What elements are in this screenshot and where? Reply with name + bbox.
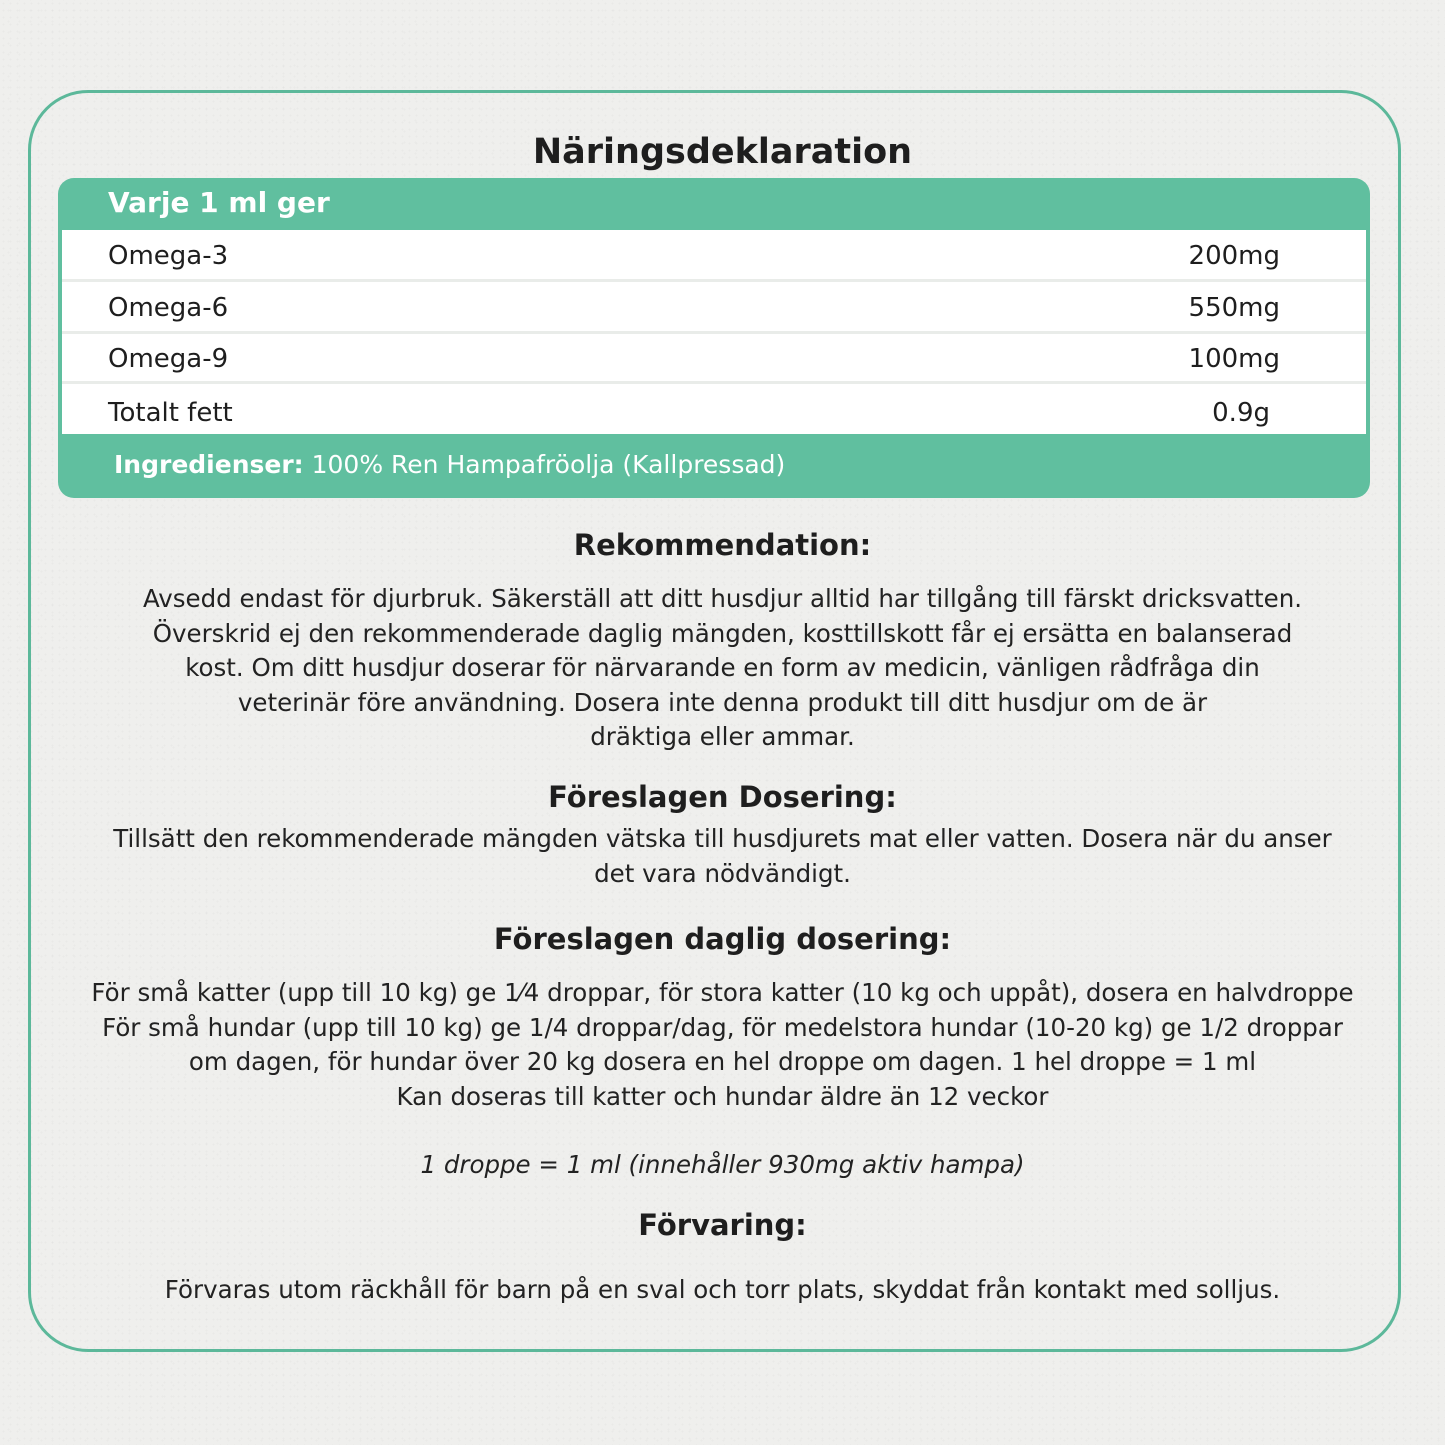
nutrient-name: Omega-9 bbox=[108, 344, 229, 374]
text-line: kost. Om ditt husdjur doserar för närvarande en form av medicin, vänligen rådfråga din bbox=[185, 653, 1260, 682]
table-row bbox=[62, 334, 1366, 384]
storage-text bbox=[60, 1273, 1385, 1308]
text-line: Tillsätt den rekommenderade mängden vätska till husdjurets mat eller vatten. Dosera när du anser bbox=[113, 824, 1332, 853]
daily-dosage-heading: Föreslagen daglig dosering: bbox=[493, 922, 952, 956]
ingredients-line bbox=[114, 450, 785, 479]
dosage-note bbox=[60, 1148, 1385, 1183]
table-row bbox=[62, 230, 1366, 282]
text-line: För små katter (upp till 10 kg) ge 1⁄4 droppar, för stora katter (10 kg och uppåt), dosera en halvdroppe bbox=[91, 978, 1354, 1007]
nutrient-name: Totalt fett bbox=[108, 398, 233, 428]
text-line: 1 droppe = 1 ml (innehåller 930mg aktiv hampa) bbox=[420, 1150, 1025, 1179]
text-line: om dagen, för hundar över 20 kg dosera en hel droppe om dagen. 1 hel droppe = 1 ml bbox=[188, 1047, 1257, 1076]
nutrient-name: Omega-6 bbox=[108, 293, 229, 323]
text-line: dräktiga eller ammar. bbox=[590, 722, 855, 751]
table-row bbox=[62, 282, 1366, 334]
recommendation-heading: Rekommendation: bbox=[573, 528, 872, 562]
nutrition-table bbox=[58, 178, 1370, 498]
nutrient-value: 200mg bbox=[1188, 241, 1280, 271]
table-header: Varje 1 ml ger bbox=[108, 186, 330, 219]
ingredients-value: 100% Ren Hampafröolja (Kallpressad) bbox=[311, 450, 786, 479]
table-row bbox=[62, 384, 1366, 434]
text-line: veterinär före användning. Dosera inte denna produkt till ditt husdjur om de är bbox=[237, 687, 1208, 717]
nutrient-value: 550mg bbox=[1188, 293, 1280, 323]
page-title: Näringsdeklaration bbox=[532, 132, 913, 172]
dosage-text bbox=[60, 822, 1385, 891]
daily-dosage-text bbox=[20, 976, 1425, 1114]
nutrient-name: Omega-3 bbox=[108, 241, 229, 271]
ingredients-label: Ingredienser: bbox=[114, 450, 304, 479]
text-line: För små hundar (upp till 10 kg) ge 1/4 droppar/dag, för medelstora hundar (10-20 kg) ge 1/2 droppar bbox=[102, 1012, 1343, 1042]
dosage-heading: Föreslagen Dosering: bbox=[548, 780, 897, 814]
nutrient-value: 0.9g bbox=[1212, 398, 1270, 428]
nutrient-value: 100mg bbox=[1188, 344, 1280, 374]
text-line: Avsedd endast för djurbruk. Säkerställ att ditt husdjur alltid har tillgång till färskt dricksvatten. bbox=[142, 584, 1303, 613]
text-line: Förvaras utom räckhåll för barn på en sval och torr plats, skyddat från kontakt med solljus. bbox=[164, 1275, 1281, 1304]
text-line: Överskrid ej den rekommenderade daglig mängden, kosttillskott får ej ersätta en balanserad bbox=[152, 618, 1293, 648]
text-line: det vara nödvändigt. bbox=[594, 858, 851, 888]
text-line: Kan doseras till katter och hundar äldre än 12 veckor bbox=[396, 1081, 1049, 1111]
recommendation-text bbox=[60, 582, 1385, 755]
storage-heading: Förvaring: bbox=[638, 1208, 807, 1242]
